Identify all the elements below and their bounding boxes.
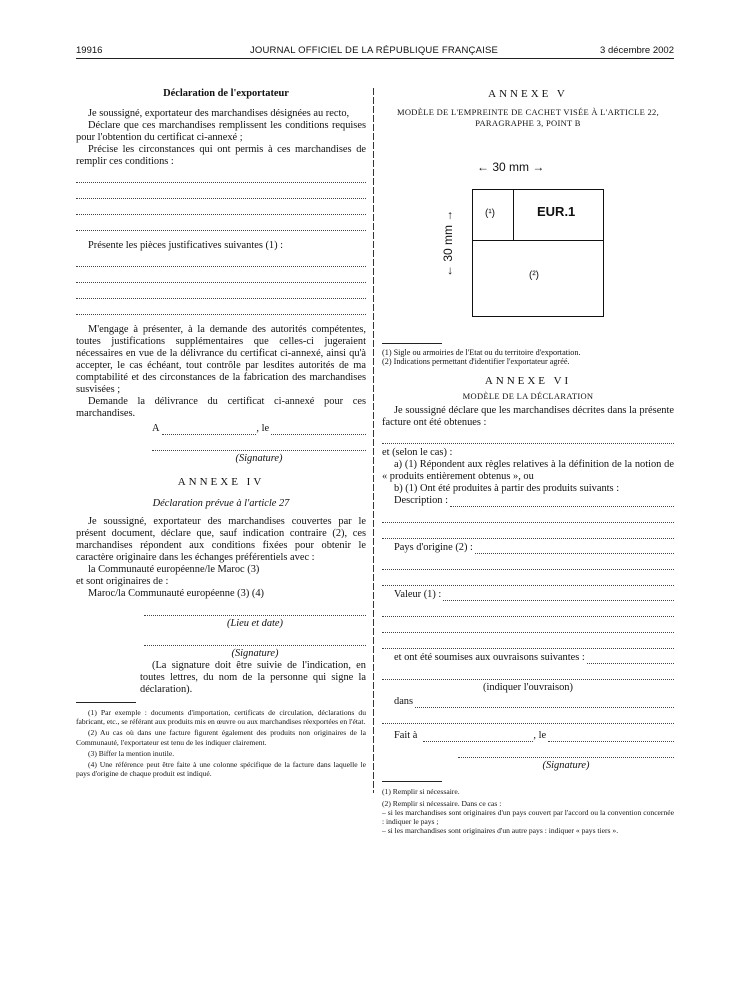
- annexe-iv-title: ANNEXE IV: [177, 476, 265, 488]
- blank-line[interactable]: [76, 186, 366, 199]
- annexe-iv-line: Maroc/la Communauté européenne (3) (4): [88, 588, 264, 599]
- blank-line[interactable]: [76, 218, 366, 231]
- origin-row: [382, 542, 674, 554]
- left-column: [76, 88, 366, 778]
- signature-line[interactable]: [144, 633, 366, 646]
- header-rule: [76, 58, 674, 59]
- date-field[interactable]: [271, 425, 366, 435]
- dans-field[interactable]: [415, 698, 674, 708]
- stamp-cell-exporter: (²): [529, 270, 539, 281]
- blank-line[interactable]: [382, 604, 674, 617]
- description-label: Description :: [394, 495, 448, 507]
- processing-label: et ont été soumises aux ouvraisons suivantes :: [394, 652, 585, 664]
- blank-line[interactable]: [382, 557, 674, 570]
- signature-caption: (Signature): [231, 648, 279, 659]
- declaration-paragraph: Demande la délivrance du certificat ci-annexé pour ces marchandises.: [76, 396, 366, 419]
- footnote: (1) Sigle ou armoiries de l'Etat ou du territoire d'exportation.: [382, 348, 581, 357]
- blank-line[interactable]: [382, 636, 674, 649]
- column-divider: [373, 88, 374, 793]
- journal-title: JOURNAL OFFICIEL DE LA RÉPUBLIQUE FRANÇAISE: [249, 45, 499, 56]
- place-date-field[interactable]: [144, 603, 366, 616]
- blank-line[interactable]: [76, 170, 366, 183]
- fait-label: Fait à: [394, 730, 418, 742]
- stamp-model: [382, 129, 674, 289]
- blank-line[interactable]: [382, 620, 674, 633]
- footnote: (1) Remplir si nécessaire.: [382, 787, 460, 797]
- blank-line[interactable]: [76, 270, 366, 283]
- footnote: – si les marchandises sont originaires d'un autre pays : indiquer « pays tiers ».: [382, 826, 619, 836]
- dans-label: dans: [394, 696, 414, 708]
- value-row: [382, 589, 674, 601]
- blank-line[interactable]: [76, 286, 366, 299]
- value-label: Valeur (1) :: [394, 589, 442, 601]
- stamp-cell-emblem: (¹): [473, 190, 514, 241]
- page-number: 19916: [76, 45, 103, 56]
- blank-line[interactable]: [382, 573, 674, 586]
- fait-date-field[interactable]: [548, 732, 674, 742]
- annexe-iv-subtitle: Déclaration prévue à l'article 27: [152, 498, 290, 509]
- signature-caption: (Signature): [542, 760, 590, 772]
- annexe-v-subtitle: MODÈLE DE L'EMPREINTE DE CACHET VISÉE À L'ARTICLE 22, PARAGRAPHE 3, POINT B: [396, 107, 660, 128]
- fait-date-label: , le: [533, 730, 547, 742]
- page-header: [0, 40, 748, 60]
- origin-label: Pays d'origine (2) :: [394, 542, 473, 554]
- stamp-cell-eur1: EUR.1: [514, 190, 603, 241]
- blank-line[interactable]: [76, 254, 366, 267]
- dans-row: [382, 696, 674, 708]
- annexe-vi-paragraph: b) (1) Ont été produites à partir des produits suivants :: [394, 483, 620, 495]
- footnote: (2) Remplir si nécessaire. Dans ce cas :: [382, 798, 502, 808]
- annexe-v-title: ANNEXE V: [488, 88, 568, 100]
- footnote: (3) Biffer la mention inutile.: [88, 748, 175, 758]
- blank-line[interactable]: [382, 510, 674, 523]
- fait-place-field[interactable]: [423, 732, 533, 742]
- footnote-rule: [382, 343, 442, 344]
- footnote: (2) Au cas où dans une facture figurent également des produits non originaires de la Communauté, l'exportateur est tenu de les indiquer clairement.: [76, 728, 366, 747]
- signature-note: (La signature doit être suivie de l'indication, en toutes lettres, du nom de la personne qui signe la déclaration).: [140, 660, 366, 695]
- declaration-paragraph: Présente les pièces justificatives suivantes (1) :: [88, 240, 284, 251]
- height-dimension: ← 30 mm →: [441, 209, 455, 277]
- annexe-vi-subtitle: MODÈLE DE LA DÉCLARATION: [462, 391, 594, 402]
- annexe-iv-line: et sont originaires de :: [76, 576, 169, 587]
- annexe-vi-paragraph: et (selon le cas) :: [382, 447, 453, 459]
- declaration-paragraph: M'engage à présenter, à la demande des autorités compétentes, toutes justifications supplémentaires que celles-ci jugeraient nécessaires en vue de la délivrance du certificat ci-annexé, ainsi qu'à accepter, le cas échéant, tout contrôle par lesdites autorités de ma comptabilité et des circonstances de la fabrication des marchandises susvisées ;: [76, 324, 366, 395]
- date-label: , le: [256, 423, 270, 434]
- annexe-vi-title: ANNEXE VI: [484, 375, 572, 388]
- blank-line[interactable]: [382, 667, 674, 680]
- blank-line[interactable]: [76, 202, 366, 215]
- declaration-paragraph: Précise les circonstances qui ont permis à ces marchandises de remplir ces conditions :: [76, 144, 366, 167]
- description-field[interactable]: [450, 497, 674, 507]
- place-date-line: [152, 423, 366, 435]
- footnote: (4) Une référence peut être faite à une colonne spécifique de la facture dans laquelle le pays d'origine de chaque produit est indiqué.: [76, 760, 366, 779]
- footnote: – si les marchandises sont originaires d'un pays couvert par l'accord ou la convention concernée : indiquer le pays ;: [382, 807, 674, 827]
- footnote-rule: [76, 702, 136, 703]
- place-field[interactable]: [162, 425, 257, 435]
- fait-row: [382, 730, 674, 742]
- description-row: [382, 495, 674, 507]
- processing-row: [382, 652, 674, 664]
- annexe-vi-paragraph: Je soussigné déclare que les marchandises décrites dans la présente facture ont été obtenues :: [382, 405, 674, 429]
- footnote: (2) Indications permettant d'identifier l'exportateur agréé.: [382, 357, 570, 367]
- annexe-iv-paragraph: Je soussigné, exportateur des marchandises couvertes par le présent document, déclare que, sauf indication contraire (2), ces marchandises répondent aux conditions fixées pour obtenir le caractère originaire dans les échanges préférentiels avec :: [76, 516, 366, 563]
- place-date-caption: (Lieu et date): [227, 618, 283, 629]
- signature-line[interactable]: [152, 438, 366, 451]
- stamp-frame: [472, 189, 604, 317]
- signature-caption: (Signature): [235, 453, 283, 464]
- issue-date: 3 décembre 2002: [600, 45, 674, 56]
- declaration-paragraph: Je soussigné, exportateur des marchandises désignées au recto,: [88, 108, 350, 119]
- place-label: A: [152, 423, 160, 434]
- value-field[interactable]: [443, 591, 674, 601]
- width-dimension: ← 30 mm →: [477, 160, 545, 174]
- blank-line[interactable]: [382, 711, 674, 724]
- signature-line[interactable]: [458, 745, 674, 758]
- processing-caption: (indiquer l'ouvraison): [483, 682, 573, 694]
- origin-field[interactable]: [475, 544, 674, 554]
- blank-line[interactable]: [382, 431, 674, 444]
- annexe-vi-paragraph: a) (1) Répondent aux règles relatives à la définition de la notion de « produits entièrement obtenus », ou: [382, 459, 674, 483]
- footnote: (1) Par exemple : documents d'importation, certificats de circulation, déclarations du fabricant, etc., se référant aux produits mis en œuvre ou aux marchandises réexportées en l'état.: [76, 708, 366, 727]
- annexe-iv-line: la Communauté européenne/le Maroc (3): [88, 564, 260, 575]
- processing-field[interactable]: [587, 654, 674, 664]
- right-column: [382, 88, 674, 835]
- declaration-paragraph: Déclare que ces marchandises remplissent les conditions requises pour l'obtention du certificat ci-annexé ;: [76, 120, 366, 143]
- blank-line[interactable]: [76, 302, 366, 315]
- declaration-title: Déclaration de l'exportateur: [163, 88, 289, 99]
- blank-line[interactable]: [382, 526, 674, 539]
- footnote-rule: [382, 781, 442, 782]
